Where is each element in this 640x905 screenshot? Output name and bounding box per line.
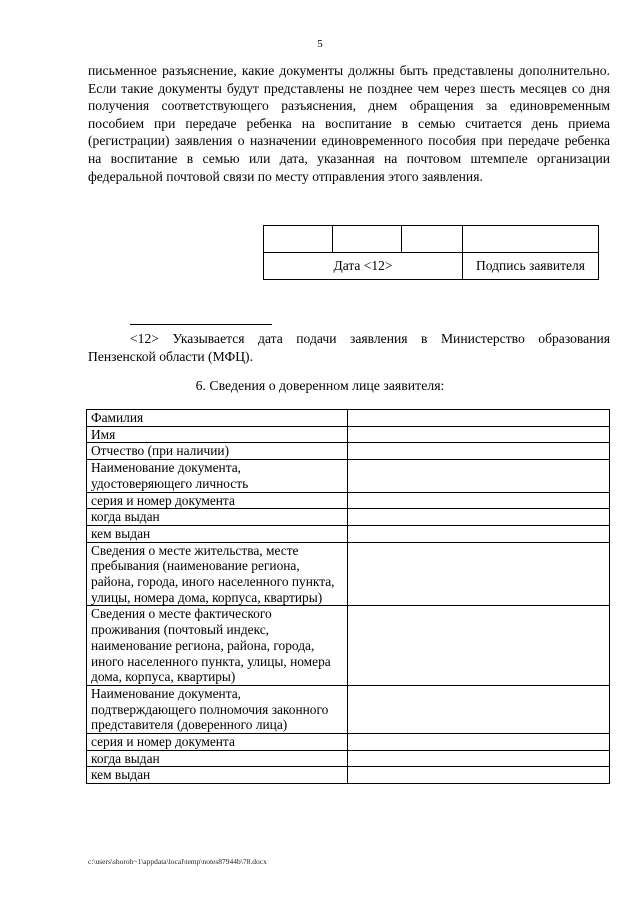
page-number: 5 bbox=[317, 38, 323, 50]
row-label: серия и номер документа bbox=[87, 492, 348, 509]
table-row bbox=[87, 750, 610, 767]
row-value-field[interactable] bbox=[347, 606, 609, 686]
table-row bbox=[87, 734, 610, 751]
table-row bbox=[87, 426, 610, 443]
row-label: Сведения о месте жительства, месте пребывания (наименование региона, района, города, иного населенного пункта, улицы, номера дома, корпуса, квартиры) bbox=[87, 542, 348, 606]
table-row bbox=[87, 410, 610, 427]
row-value-field[interactable] bbox=[347, 443, 609, 460]
row-label: когда выдан bbox=[87, 750, 348, 767]
file-path: c:\users\shoroh~1\appdata\local\temp\notes87944b\78.docx bbox=[88, 857, 267, 866]
signature-table bbox=[263, 225, 599, 280]
signature-label: Подпись заявителя bbox=[463, 253, 599, 280]
date-cell-1[interactable] bbox=[264, 226, 333, 253]
row-value-field[interactable] bbox=[347, 410, 609, 427]
table-row bbox=[87, 767, 610, 784]
date-cell-3[interactable] bbox=[402, 226, 463, 253]
footnote-divider bbox=[130, 324, 272, 325]
table-row bbox=[87, 606, 610, 686]
table-row bbox=[87, 460, 610, 492]
row-label: когда выдан bbox=[87, 509, 348, 526]
row-value-field[interactable] bbox=[347, 525, 609, 542]
row-value-field[interactable] bbox=[347, 542, 609, 606]
footnote: <12> Указывается дата подачи заявления в Министерство образования Пензенской области (МФЦ). bbox=[88, 331, 610, 364]
row-label: Фамилия bbox=[87, 410, 348, 427]
row-label: Имя bbox=[87, 426, 348, 443]
row-label: Отчество (при наличии) bbox=[87, 443, 348, 460]
signature-cell[interactable] bbox=[463, 226, 599, 253]
row-label: Наименование документа, удостоверяющего личность bbox=[87, 460, 348, 492]
row-label: кем выдан bbox=[87, 767, 348, 784]
row-value-field[interactable] bbox=[347, 734, 609, 751]
date-cell-2[interactable] bbox=[333, 226, 402, 253]
section-title: 6. Сведения о доверенном лице заявителя: bbox=[195, 378, 445, 393]
row-value-field[interactable] bbox=[347, 767, 609, 784]
row-value-field[interactable] bbox=[347, 460, 609, 492]
row-value-field[interactable] bbox=[347, 492, 609, 509]
table-row bbox=[87, 685, 610, 733]
row-value-field[interactable] bbox=[347, 685, 609, 733]
table-row bbox=[87, 443, 610, 460]
body-paragraph: письменное разъяснение, какие документы должны быть представлены дополнительно. Если такие документы будут представлены не позднее чем через шесть месяцев со дня получения соответствующего разъяснения, днем обращения за единовременным пособием при передаче ребенка на воспитание в семью считается день приема (регистрации) заявления о назначении единовременного пособия при передаче ребенка на воспитание в семью или дата, указанная на почтовом штемпеле организации федеральной почтовой связи по месту отправления этого заявления. bbox=[88, 63, 610, 184]
row-label: серия и номер документа bbox=[87, 734, 348, 751]
row-label: Наименование документа, подтверждающего полномочия законного представителя (доверенного лица) bbox=[87, 685, 348, 733]
row-label: кем выдан bbox=[87, 525, 348, 542]
table-row bbox=[87, 509, 610, 526]
row-value-field[interactable] bbox=[347, 509, 609, 526]
date-label: Дата <12> bbox=[264, 253, 463, 280]
trusted-person-table bbox=[86, 409, 610, 784]
table-row bbox=[87, 542, 610, 606]
row-value-field[interactable] bbox=[347, 750, 609, 767]
table-row bbox=[87, 525, 610, 542]
row-label: Сведения о месте фактического проживания (почтовый индекс, наименование региона, района, города, иного населенного пункта, улицы, номера дома, корпуса, квартиры) bbox=[87, 606, 348, 686]
row-value-field[interactable] bbox=[347, 426, 609, 443]
table-row bbox=[87, 492, 610, 509]
